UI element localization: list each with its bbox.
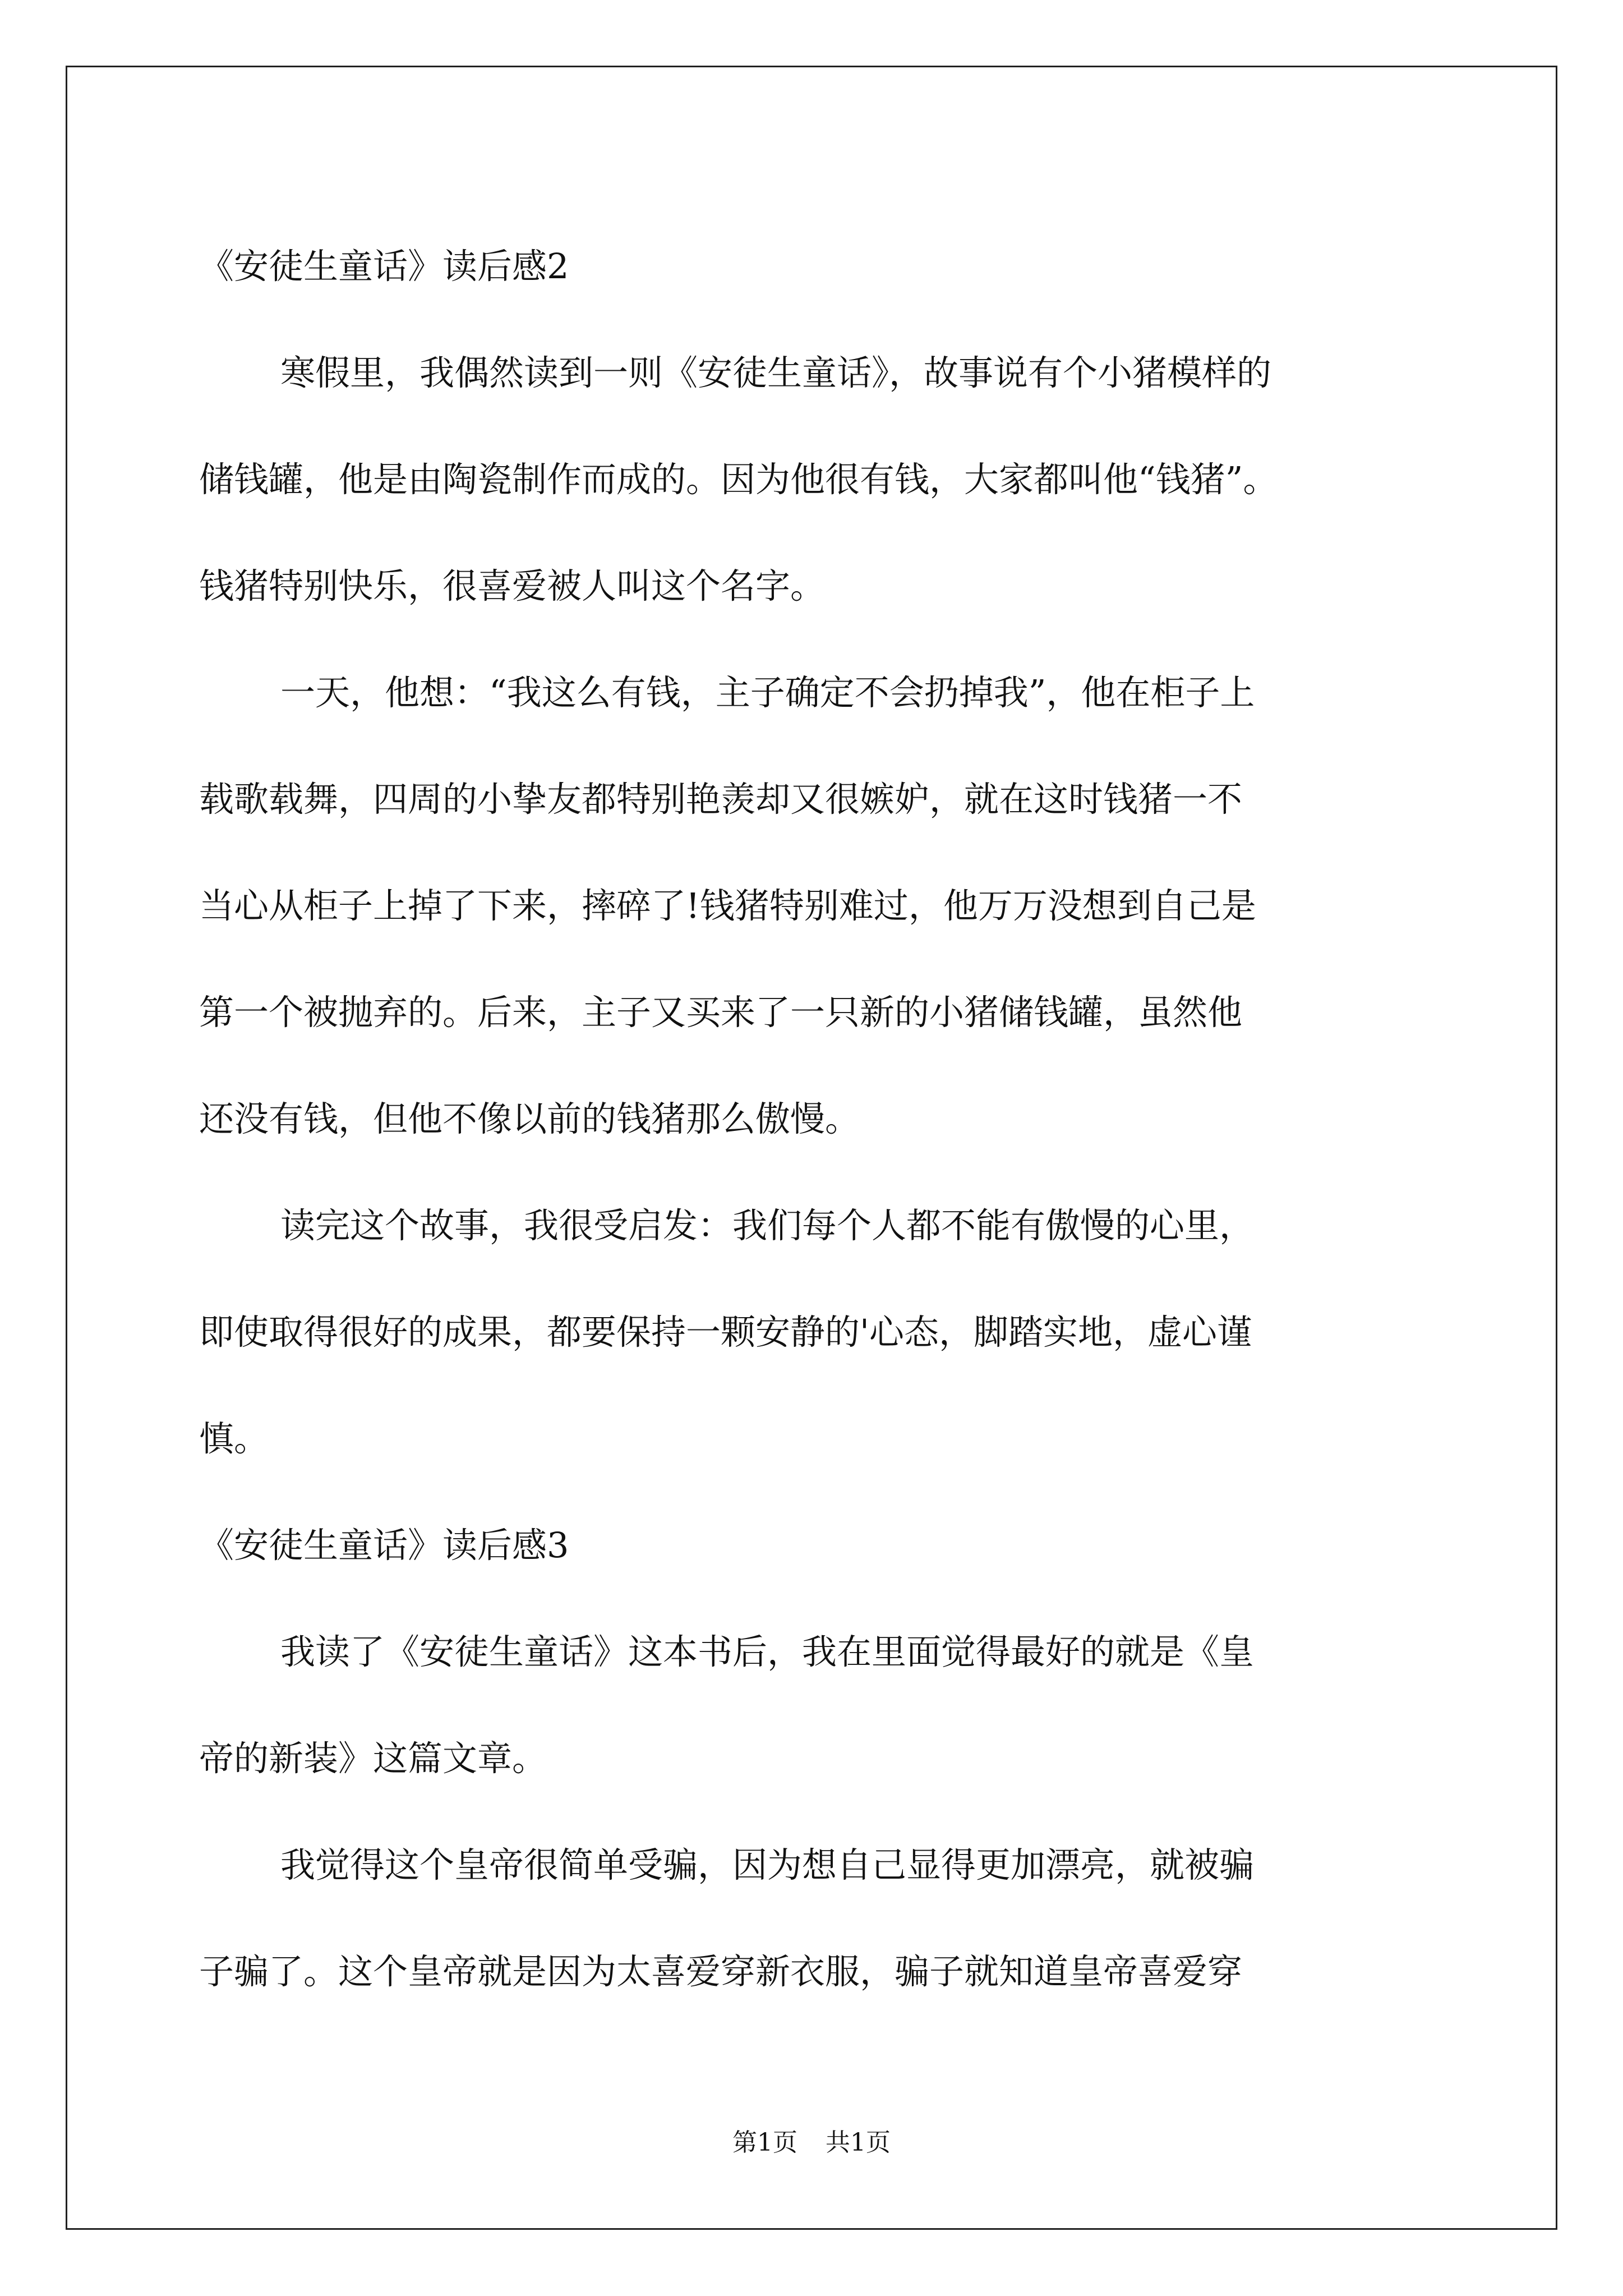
text-line: 慎。	[199, 1418, 269, 1459]
text-line: 当心从柜子上掉了下来，摔碎了!钱猪特别难过，他万万没想到自己是	[199, 885, 1256, 926]
document-body	[199, 213, 1433, 2025]
paragraph	[199, 1599, 1433, 1812]
text-line: 我觉得这个皇帝很简单受骗，因为想自己显得更加漂亮，就被骗	[280, 1844, 1255, 1885]
text-line: 子骗了。这个皇帝就是因为太喜爱穿新衣服，骗子就知道皇帝喜爱穿	[199, 1951, 1243, 1992]
paragraph	[199, 1172, 1433, 1492]
text-line: 钱猪特别快乐，很喜爱被人叫这个名字。	[199, 565, 826, 606]
page-number: 第1页	[732, 2128, 797, 2157]
text-line: 载歌载舞，四周的小挚友都特别艳羡却又很嫉妒，就在这时钱猪一不	[199, 779, 1243, 820]
text-line: 还没有钱，但他不像以前的钱猪那么傲慢。	[199, 1098, 860, 1139]
text-line: 储钱罐，他是由陶瓷制作而成的。因为他很有钱，大家都叫他“钱猪”。	[199, 459, 1278, 500]
text-line: 第一个被抛弃的。后来，主子又买来了一只新的小猪储钱罐，虽然他	[199, 992, 1243, 1033]
text-line: 寒假里，我偶然读到一则《安徒生童话》，故事说有个小猪模样的	[280, 352, 1272, 393]
paragraph	[199, 320, 1433, 639]
text-line: 读完这个故事，我很受启发：我们每个人都不能有傲慢的心里，	[280, 1205, 1255, 1246]
text-line: 即使取得很好的成果，都要保持一颗安静的'心态，脚踏实地，虚心谨	[199, 1312, 1252, 1352]
section-heading: 《安徒生童话》读后感2	[199, 246, 569, 287]
text-line: 帝的新装》这篇文章。	[199, 1738, 547, 1779]
paragraph	[199, 1812, 1433, 2025]
page-total: 共1页	[826, 2128, 891, 2157]
text-line: 我读了《安徒生童话》这本书后，我在里面觉得最好的就是《皇	[280, 1631, 1255, 1672]
page-footer	[0, 2126, 1623, 2160]
section-heading: 《安徒生童话》读后感3	[199, 1525, 569, 1566]
text-line: 一天，他想：“我这么有钱，主子确定不会扔掉我”，他在柜子上	[280, 672, 1255, 713]
paragraph	[199, 639, 1433, 1172]
